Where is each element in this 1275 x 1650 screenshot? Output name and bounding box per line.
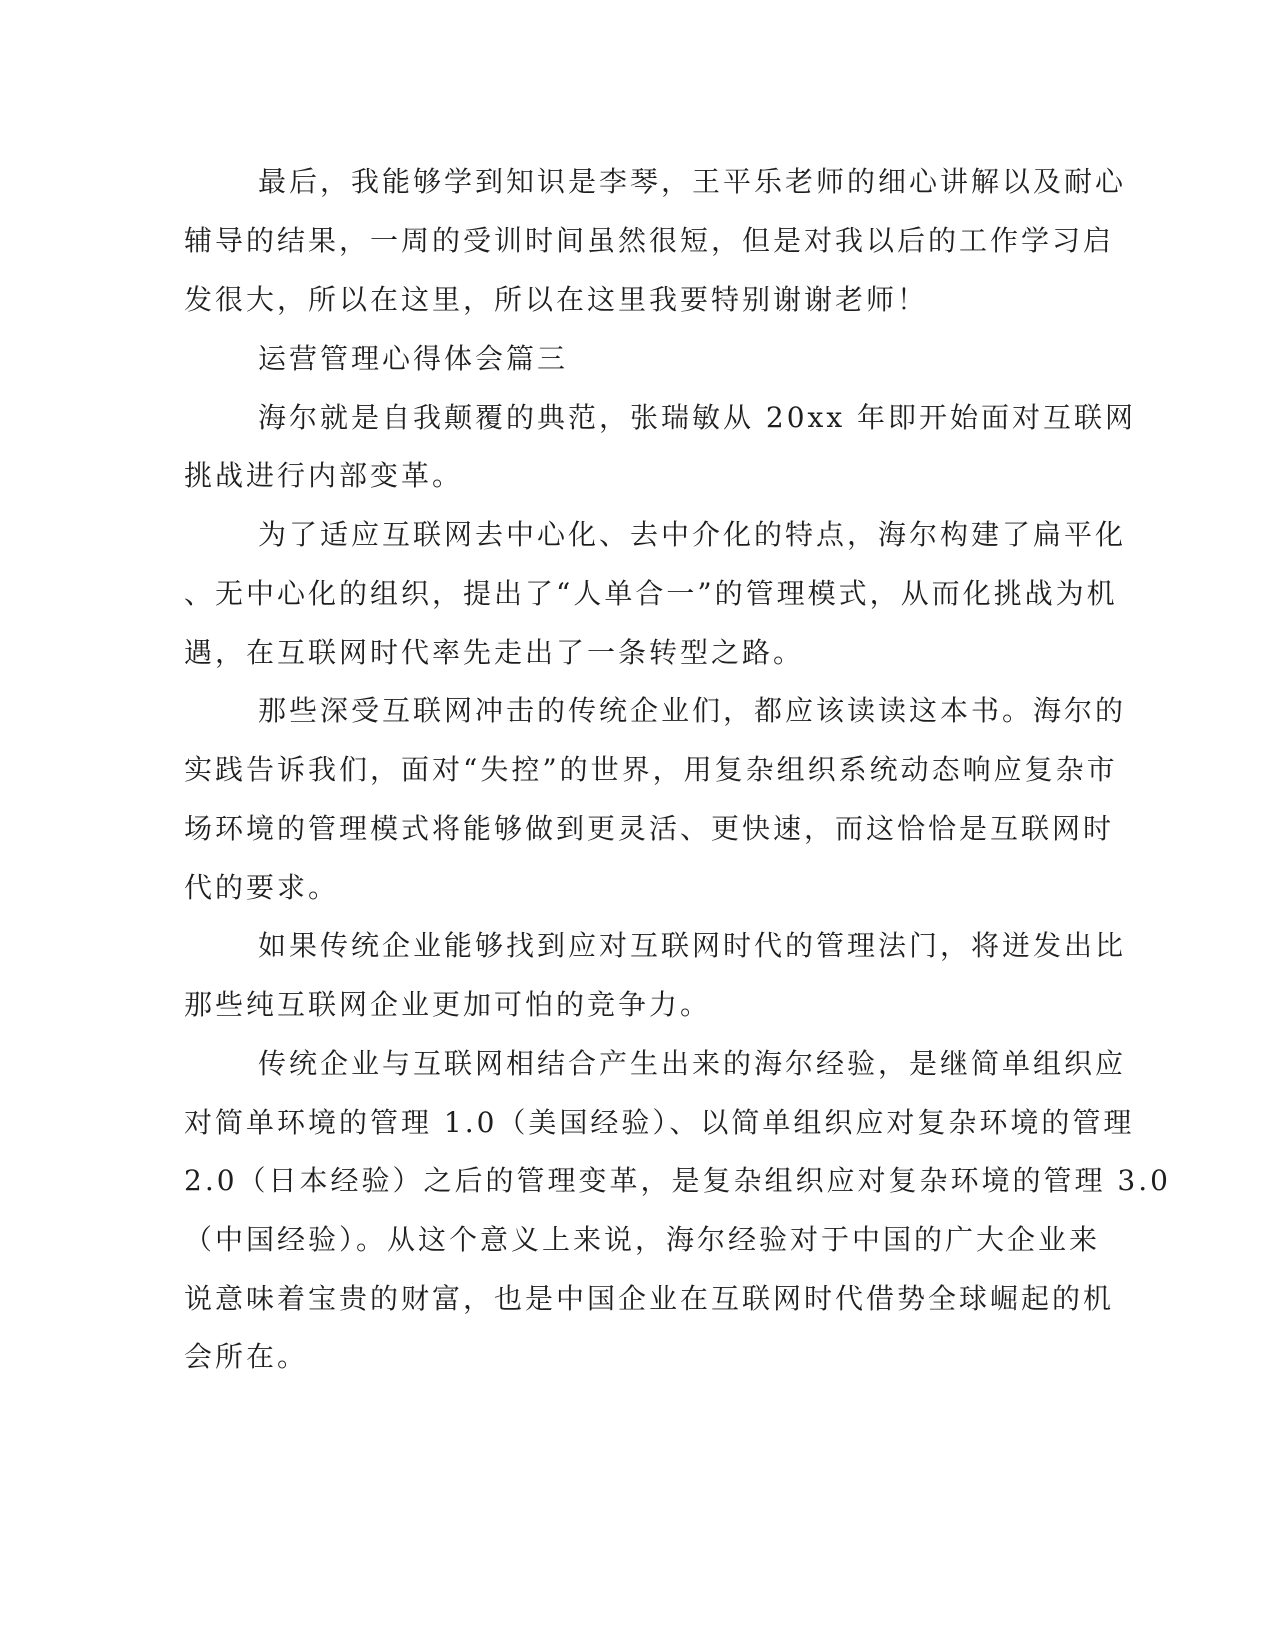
paragraph-flat-org-line-3: 遇，在互联网时代率先走出了一条转型之路。	[184, 636, 805, 669]
paragraph-thanks-line-3: 发很大，所以在这里，所以在这里我要特别谢谢老师！	[184, 283, 929, 316]
paragraph-thanks-line-2: 辅导的结果，一周的受训时间虽然很短，但是对我以后的工作学习启	[184, 224, 1115, 257]
paragraph-traditional-line-2: 实践告诉我们，面对“失控”的世界，用复杂组织系统动态响应复杂市	[184, 753, 1118, 786]
paragraph-haier-intro-line-1: 海尔就是自我颠覆的典范，张瑞敏从 20xx 年即开始面对互联网	[258, 401, 1137, 434]
paragraph-experience-line-3: 2.0（日本经验）之后的管理变革，是复杂组织应对复杂环境的管理 3.0	[184, 1164, 1171, 1197]
paragraph-experience-line-5: 说意味着宝贵的财富，也是中国企业在互联网时代借势全球崛起的机	[184, 1282, 1115, 1315]
paragraph-flat-org-line-2: 、无中心化的组织，提出了“人单合一”的管理模式，从而化挑战为机	[184, 577, 1118, 610]
paragraph-traditional-line-4: 代的要求。	[184, 871, 340, 904]
paragraph-experience-line-4: （中国经验）。从这个意义上来说，海尔经验对于中国的广大企业来	[184, 1223, 1101, 1256]
paragraph-traditional-line-1: 那些深受互联网冲击的传统企业们，都应该读读这本书。海尔的	[258, 694, 1127, 727]
paragraph-thanks-line-1: 最后，我能够学到知识是李琴，王平乐老师的细心讲解以及耐心	[258, 165, 1127, 198]
paragraph-competitiveness-line-2: 那些纯互联网企业更加可怕的竞争力。	[184, 988, 712, 1021]
paragraph-experience-line-1: 传统企业与互联网相结合产生出来的海尔经验，是继简单组织应	[258, 1047, 1127, 1080]
paragraph-competitiveness-line-1: 如果传统企业能够找到应对互联网时代的管理法门，将迸发出比	[258, 929, 1127, 962]
paragraph-flat-org-line-1: 为了适应互联网去中心化、去中介化的特点，海尔构建了扁平化	[258, 518, 1127, 551]
paragraph-experience-line-6: 会所在。	[184, 1340, 309, 1373]
paragraph-traditional-line-3: 场环境的管理模式将能够做到更灵活、更快速，而这恰恰是互联网时	[184, 812, 1115, 845]
paragraph-experience-line-2: 对简单环境的管理 1.0（美国经验）、以简单组织应对复杂环境的管理	[184, 1106, 1135, 1139]
section-heading: 运营管理心得体会篇三	[258, 342, 569, 375]
paragraph-haier-intro-line-2: 挑战进行内部变革。	[184, 459, 464, 492]
